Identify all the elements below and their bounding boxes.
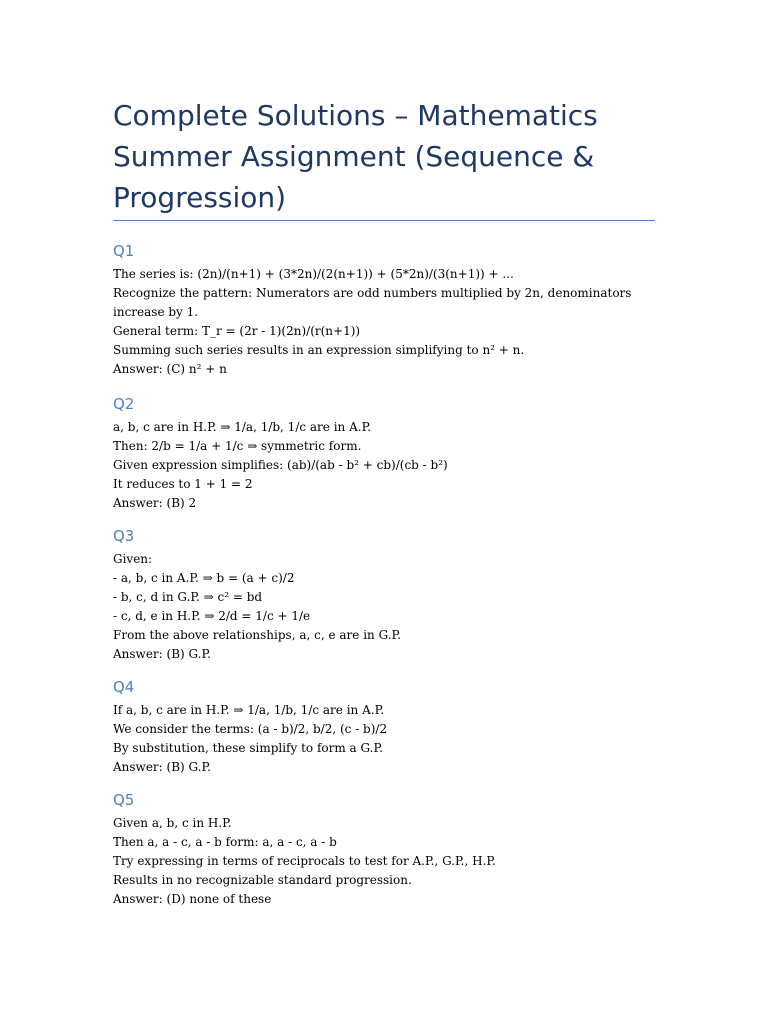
title-divider (113, 220, 655, 221)
solution-line: - c, d, e in H.P. ⇒ 2/d = 1/c + 1/e (113, 609, 311, 623)
question-heading: Q4 (113, 678, 135, 696)
solution-line: Results in no recognizable standard progression. (113, 873, 412, 887)
question-heading: Q1 (113, 242, 135, 260)
answer-line: Answer: (B) G.P. (113, 760, 211, 774)
solution-line: It reduces to 1 + 1 = 2 (113, 477, 253, 491)
solution-line: Try expressing in terms of reciprocals to test for A.P., G.P., H.P. (113, 854, 496, 868)
answer-line: Answer: (B) 2 (113, 496, 197, 510)
solution-line: - b, c, d in G.P. ⇒ c² = bd (113, 590, 263, 604)
question-heading: Q3 (113, 527, 135, 545)
document-title: Complete Solutions – Mathematics Summer Assignment (Sequence & Progression) (113, 99, 598, 214)
solution-line: - a, b, c in A.P. ⇒ b = (a + c)/2 (113, 571, 295, 585)
solution-line: Recognize the pattern: Numerators are odd numbers multiplied by 2n, denominators increase by 1. (113, 286, 636, 319)
solution-line: Then: 2/b = 1/a + 1/c ⇒ symmetric form. (113, 439, 362, 453)
solution-line: a, b, c are in H.P. ⇒ 1/a, 1/b, 1/c are in A.P. (113, 420, 372, 434)
solution-line: By substitution, these simplify to form a G.P. (113, 741, 383, 755)
question-section-q2 (113, 394, 658, 513)
solution-line: The series is: (2n)/(n+1) + (3*2n)/(2(n+1)) + (5*2n)/(3(n+1)) + ... (113, 267, 514, 281)
solution-line: Given: (113, 552, 153, 566)
question-section-q4 (113, 677, 658, 777)
question-section-q3 (113, 526, 658, 664)
solution-line: Summing such series results in an expression simplifying to n² + n. (113, 343, 525, 357)
question-heading: Q2 (113, 395, 135, 413)
solution-line: Then a, a - c, a - b form: a, a - c, a - b (113, 835, 337, 849)
solution-line: Given a, b, c in H.P. (113, 816, 232, 830)
question-heading: Q5 (113, 791, 135, 809)
answer-line: Answer: (D) none of these (113, 892, 272, 906)
answer-line: Answer: (C) n² + n (113, 362, 227, 376)
answer-line: Answer: (B) G.P. (113, 647, 211, 661)
solution-line: If a, b, c are in H.P. ⇒ 1/a, 1/b, 1/c are in A.P. (113, 703, 385, 717)
question-section-q5 (113, 790, 658, 909)
question-section-q1 (113, 241, 658, 379)
solution-line: Given expression simplifies: (ab)/(ab - b² + cb)/(cb - b²) (113, 458, 448, 472)
solution-line: We consider the terms: (a - b)/2, b/2, (c - b)/2 (113, 722, 388, 736)
solution-line: General term: T_r = (2r - 1)(2n)/(r(n+1)) (113, 324, 361, 338)
solution-line: From the above relationships, a, c, e are in G.P. (113, 628, 402, 642)
